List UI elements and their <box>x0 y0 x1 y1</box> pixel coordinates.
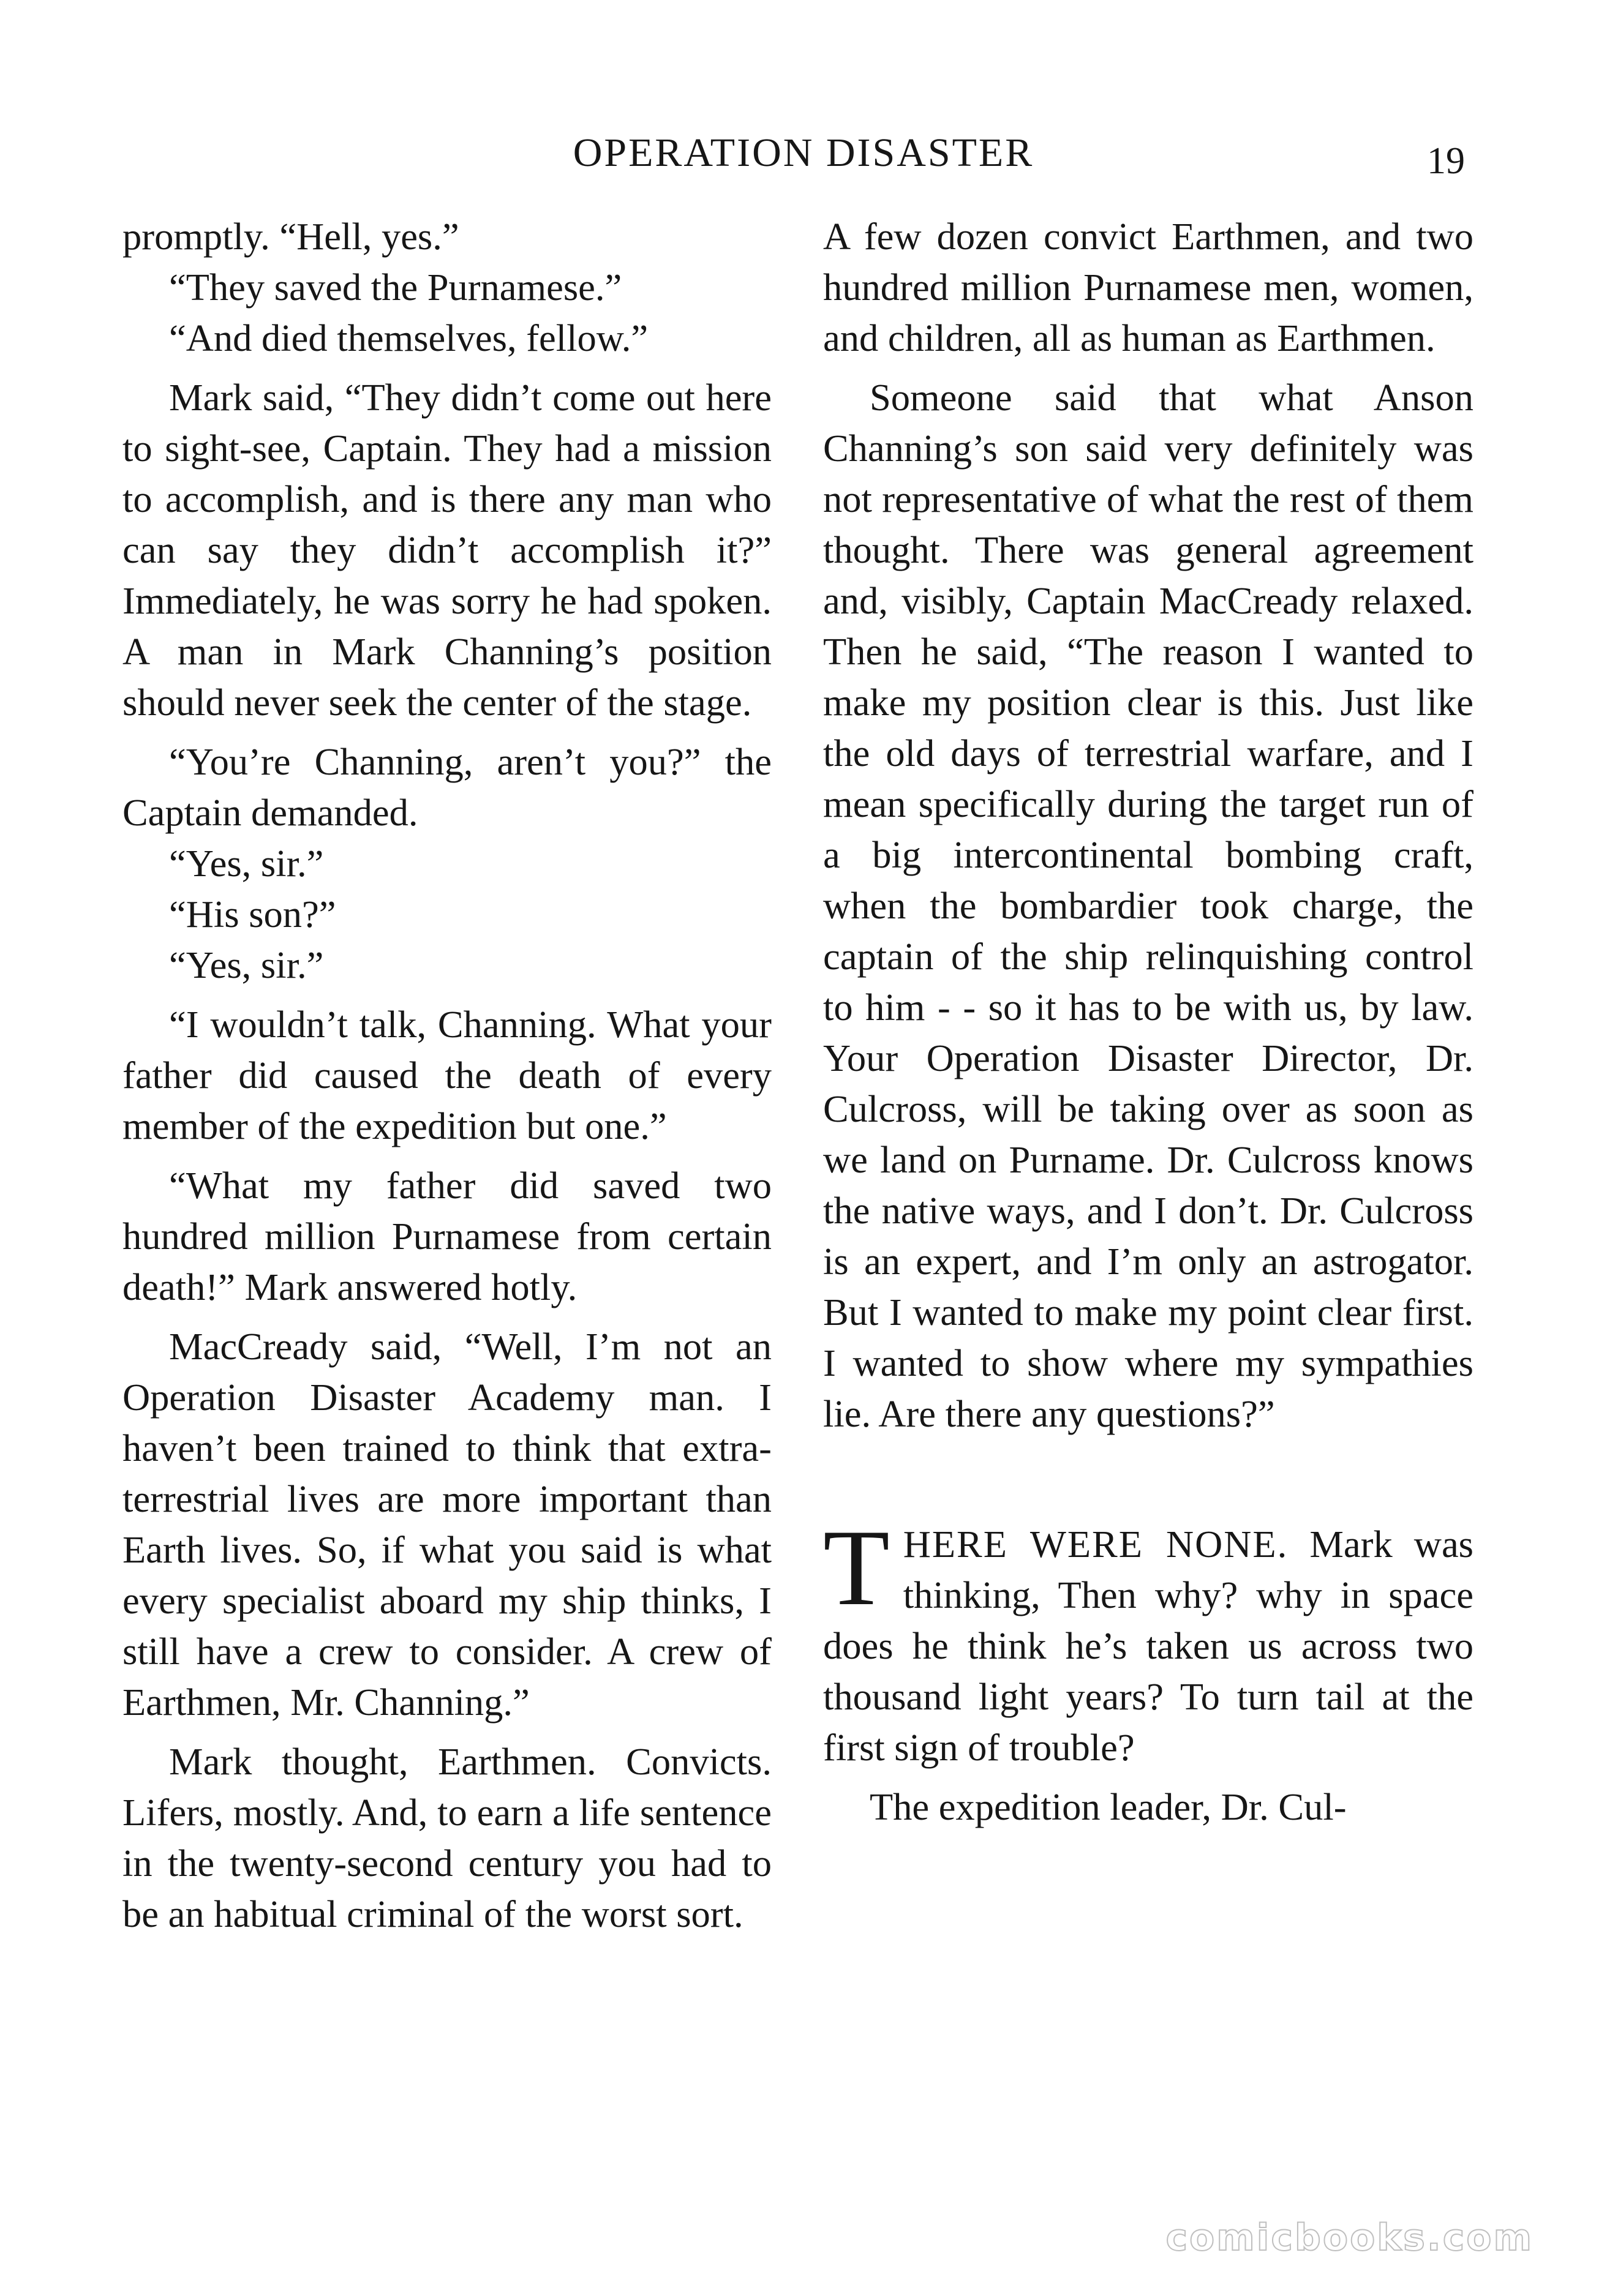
left-column <box>122 211 772 1940</box>
paragraph: Mark thought, Earthmen. Convicts. Lifers, mostly. And, to earn a life sentence in the twenty-second century you had to be an habitual criminal of the worst sort. <box>122 1740 772 1935</box>
paragraph: “They saved the Purnamese.” <box>169 266 622 309</box>
paragraph: Mark said, “They didn’t come out here to sight-see, Captain. They had a mission to accomplish, and is there any man who can say they didn’t accomplish it?” Immediately, he was sorry he had spoken. A man in Mark Channing’s position should never seek the center of the stage. <box>122 376 772 724</box>
paragraph: promptly. “Hell, yes.” <box>122 215 459 258</box>
paragraph: “I wouldn’t talk, Channing. What your father did caused the death of every member of the expedition but one.” <box>122 1003 772 1147</box>
section-opening-paragraph <box>823 1507 1474 1773</box>
paragraph: The expedition leader, Dr. Cul- <box>870 1785 1347 1828</box>
running-head <box>0 130 1607 185</box>
section-opening-text: Mark was thinking, Then why? why in space does he think he’s taken us across two thousand light years? To turn tail at the first sign of trouble? <box>823 1523 1474 1769</box>
section-opening-smallcaps: HERE WERE NONE. <box>903 1523 1289 1566</box>
page-number: 19 <box>1427 140 1465 182</box>
paragraph: “Yes, sir.” <box>169 944 324 986</box>
running-title: OPERATION DISASTER <box>573 130 1034 175</box>
watermark: comicbooks.com <box>1165 2216 1534 2259</box>
paragraph: A few dozen convict Earthmen, and two hundred million Purnamese men, women, and children, all as human as Earthmen. <box>823 215 1473 359</box>
drop-cap: T <box>823 1507 890 1628</box>
paragraph: “What my father did saved two hundred million Purnamese from certain death!” Mark answered hotly. <box>122 1164 772 1308</box>
paragraph: “You’re Channing, aren’t you?” the Captain demanded. <box>122 740 772 834</box>
right-column <box>823 211 1473 1833</box>
paragraph: MacCready said, “Well, I’m not an Operation Disaster Academy man. I haven’t been trained to think that extra-terrestrial lives are more important than Earth lives. So, if what you said is what every specialist aboard my ship thinks, I still have a crew to consider. A crew of Earthmen, Mr. Channing.” <box>122 1325 772 1724</box>
paragraph: “His son?” <box>169 893 336 936</box>
paragraph: “Yes, sir.” <box>169 842 324 885</box>
paragraph: Someone said that what Anson Channing’s son said very definitely was not representative of what the rest of them thought. There was general agreement and, visibly, Captain MacCready relaxed. Then he said, “The reason I wanted to make my position clear is this. Just like the old days of terrestrial warfare, and I mean specifically during the target run of a big intercontinental bombing craft, when the bombardier took charge, the captain of the ship relinquishing control to him - - so it has to be with us, by law. Your Operation Disaster Director, Dr. Culcross, will be taking over as soon as we land on Purname. Dr. Culcross knows the native ways, and I don’t. Dr. Culcross is an expert, and I’m only an astrogator. But I wanted to make my point clear first. I wanted to show where my sympathies lie. Are there any questions?” <box>823 376 1473 1435</box>
paragraph: “And died themselves, fellow.” <box>169 317 649 359</box>
